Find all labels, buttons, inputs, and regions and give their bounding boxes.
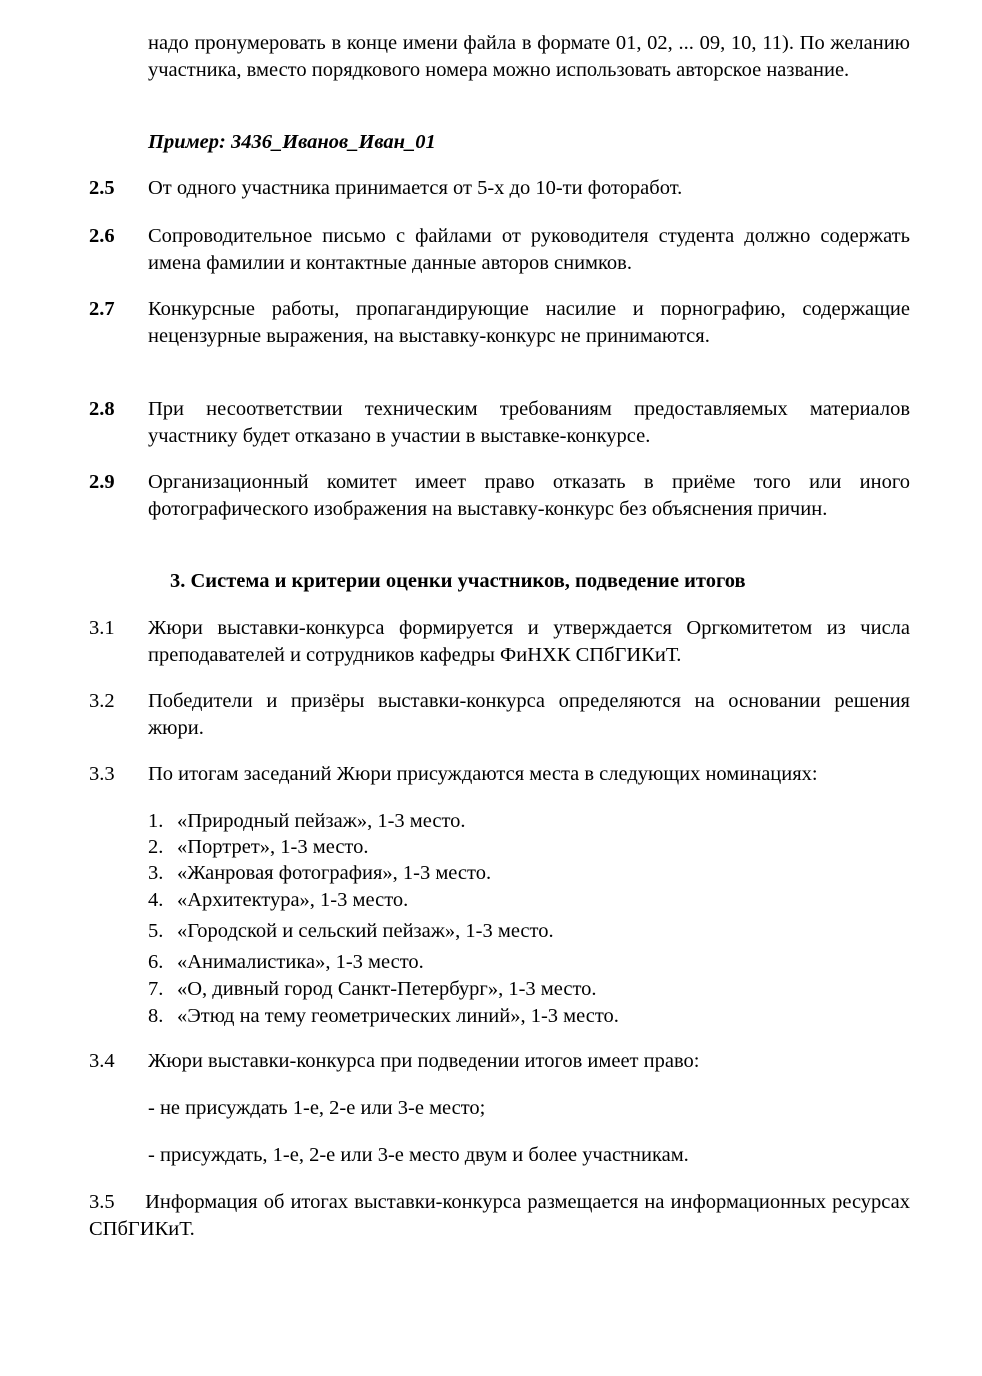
- clause-number: 3.1: [89, 617, 115, 639]
- example-filename: Пример: 3436_Иванов_Иван_01: [148, 131, 436, 153]
- clause-number: 2.5: [89, 177, 115, 199]
- nomination-text: «Природный пейзаж», 1-3 место.: [177, 810, 466, 832]
- nomination-text: «О, дивный город Санкт-Петербург», 1-3 место.: [177, 978, 597, 1000]
- clause-text: От одного участника принимается от 5-х до 10-ти фоторабот.: [148, 177, 683, 199]
- clause-text: При несоответствии техническим требованиям предоставляемых материалов участнику будет отказано в участии в выставке-конкурсе.: [148, 398, 910, 447]
- clause-text: Жюри выставки-конкурса при подведении итогов имеет право:: [148, 1050, 700, 1072]
- nomination-text: «Портрет», 1-3 место.: [177, 836, 369, 858]
- nomination-number: 8.: [148, 1005, 164, 1027]
- clause-text: Сопроводительное письмо с файлами от руководителя студента должно содержать имена фамилии и контактные данные авторов снимков.: [148, 225, 910, 274]
- nomination-text: «Этюд на тему геометрических линий», 1-3 место.: [177, 1005, 619, 1027]
- clause-number: 3.3: [89, 763, 115, 785]
- nomination-number: 2.: [148, 836, 164, 858]
- clause-number: 2.8: [89, 398, 115, 420]
- right-item: - не присуждать 1-е, 2-е или 3-е место;: [148, 1097, 486, 1119]
- nomination-item: [148, 834, 369, 860]
- clause-number: 2.7: [89, 298, 115, 320]
- nomination-number: 4.: [148, 889, 164, 911]
- nomination-item: [148, 918, 554, 944]
- clause-number: 3.4: [89, 1050, 115, 1072]
- nomination-item: [148, 860, 491, 886]
- clause-number: 3.5: [89, 1191, 115, 1213]
- nomination-text: «Анималистика», 1-3 место.: [177, 951, 424, 973]
- nomination-item: [148, 887, 408, 913]
- clause-text: По итогам заседаний Жюри присуждаются места в следующих номинациях:: [148, 763, 818, 785]
- nomination-text: «Городской и сельский пейзаж», 1-3 место.: [177, 920, 554, 942]
- clause-text: Организационный комитет имеет право отказать в приёме того или иного фотографического изображения на выставку-конкурс без объяснения причин.: [148, 471, 910, 520]
- clause-3-5: [89, 1189, 910, 1242]
- nomination-number: 1.: [148, 810, 164, 832]
- nomination-text: «Архитектура», 1-3 место.: [177, 889, 409, 911]
- clause-number: 2.6: [89, 225, 115, 247]
- clause-number: 3.2: [89, 690, 115, 712]
- nomination-item: [148, 1003, 619, 1029]
- section-heading: 3. Система и критерии оценки участников, подведение итогов: [170, 570, 746, 592]
- clause-text: Победители и призёры выставки-конкурса определяются на основании решения жюри.: [148, 690, 910, 739]
- nomination-number: 5.: [148, 920, 164, 942]
- intro-paragraph: надо пронумеровать в конце имени файла в формате 01, 02, ... 09, 10, 11). По желанию участника, вместо порядкового номера можно использовать авторское название.: [148, 32, 910, 81]
- nomination-item: [148, 976, 597, 1002]
- clause-text: Жюри выставки-конкурса формируется и утверждается Оргкомитетом из числа преподавателей и сотрудников кафедры ФиНХК СПбГИКиТ.: [148, 617, 910, 666]
- clause-number: 2.9: [89, 471, 115, 493]
- nomination-number: 7.: [148, 978, 164, 1000]
- clause-text: Конкурсные работы, пропагандирующие насилие и порнографию, содержащие нецензурные выражения, на выставку-конкурс не принимаются.: [148, 298, 910, 347]
- nomination-number: 3.: [148, 862, 164, 884]
- nomination-item: [148, 949, 424, 975]
- right-item: - присуждать, 1-е, 2-е или 3-е место двум и более участникам.: [148, 1144, 689, 1166]
- nomination-number: 6.: [148, 951, 164, 973]
- nomination-item: [148, 808, 466, 834]
- clause-text: Информация об итогах выставки-конкурса размещается на информационных ресурсах СПбГИКиТ.: [89, 1191, 911, 1240]
- nomination-text: «Жанровая фотография», 1-3 место.: [177, 862, 492, 884]
